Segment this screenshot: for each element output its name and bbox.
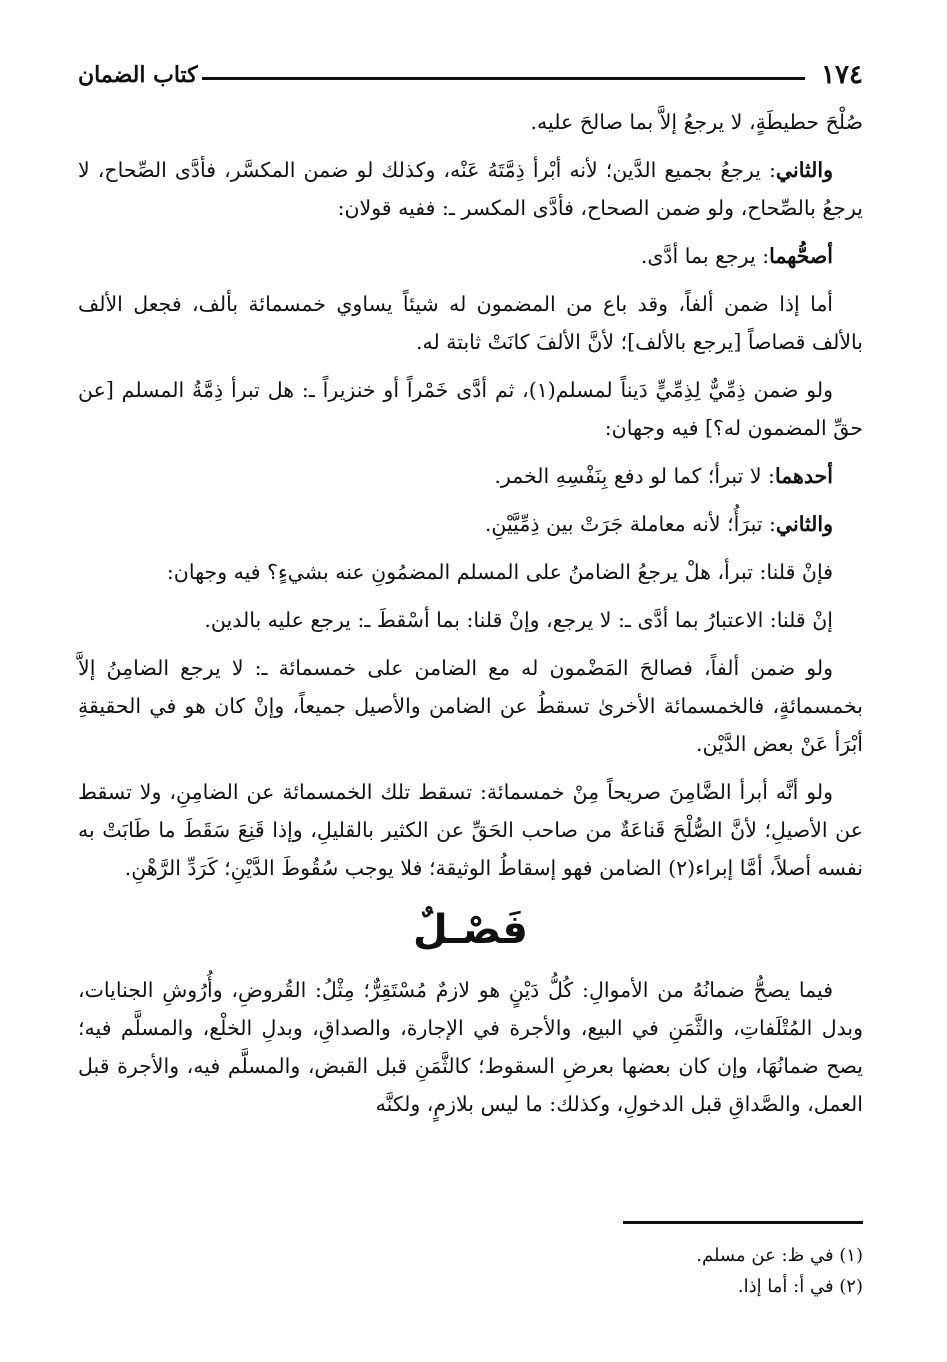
document-page <box>78 55 863 1345</box>
paragraph <box>78 237 863 275</box>
paragraph <box>78 371 863 447</box>
paragraph-text: : تبرَأُ؛ لأنه معاملة جَرَتْ بين ذِمِّيَّيْنِ. <box>484 512 776 536</box>
paragraph-lead: أحدهما <box>774 464 833 488</box>
paragraph-lead: والثاني <box>775 512 833 536</box>
paragraph <box>78 505 863 543</box>
paragraph-lead: أصحُّهما <box>769 244 833 268</box>
paragraph <box>78 773 863 887</box>
paragraph-lead: والثاني <box>775 158 833 182</box>
footnote-rule <box>623 1221 863 1224</box>
body-text <box>78 103 863 1123</box>
footnote: (٢) في أ: أما إذا. <box>737 1276 863 1297</box>
paragraph-text: صُلْحَ حطيطَةٍ، لا يرجعُ إلاَّ بما صالحَ عليه. <box>530 110 863 134</box>
footnotes <box>78 1240 863 1302</box>
section-title: فَصْـلٌ <box>413 907 528 953</box>
paragraph-text: ولو أنَّه أبرأ الضَّامِنَ صريحاً مِنْ خمسمائة: تسقط تلك الخمسمائة عن الضامِنِ، ولا تسقط عن الأصيلِ؛ لأنَّ الصُّلْحَ قَناعَةٌ من صاحب الحَقِّ عن الكثير بالقليلِ، وإذا قَنِعَ سَقَطَ ما طَابَتْ به نفسه أصلاً، أمَّا إبراء(٢) الضامن فهو إسقاطُ الوثيقة؛ فلا يوجب سُقُوطَ الدَّيْنِ؛ كَرَدِّ الرَّهْنِ. <box>78 780 863 880</box>
paragraph <box>78 457 863 495</box>
paragraph-text: ولو ضمن ألفاً، فصالحَ المَضْمون له مع الضامن على خمسمائة ـ: لا يرجع الضامِنُ إلاَّ بخمسمائةٍ، فالخمسمائة الأخرىٰ تسقطُ عن الضامن والأصيل جميعاً، وإنْ كان هو في الحقيقةِ أبْرَأ عَنْ بعض الدَّيْن. <box>78 656 863 756</box>
paragraph-text: : يرجع بما أدَّى. <box>640 244 770 268</box>
page-number: ١٧٤ <box>821 60 863 90</box>
header-rule <box>202 77 805 80</box>
paragraph-text: : لا تبرأ؛ كما لو دفع بِنَفْسِهِ الخمر. <box>494 464 775 488</box>
footnote: (١) في ظ: عن مسلم. <box>696 1245 863 1266</box>
paragraph <box>78 601 863 639</box>
paragraph <box>78 151 863 227</box>
paragraph-text: : يرجعُ بجميع الدَّين؛ لأنه أبْرأ ذِمَّتَهُ عَنْه، وكذلك لو ضمن المكسَّر، فأدَّى الصِّحاح، لا يرجعُ بالصِّحاح، ولو ضمن الصحاح، فأدَّى المكسر ـ: ففيه قولان: <box>78 158 863 220</box>
paragraph-text: أما إذا ضمن ألفاً، وقد باع من المضمون له شيئاً يساوي خمسمائة بألف، فجعل الألف بالألف قصاصاً [يرجع بالألف]؛ لأنَّ الألفَ كانَتْ ثابتة له. <box>78 292 863 354</box>
paragraph-text: إنْ قلنا: الاعتبارُ بما أدَّى ـ: لا يرجع، وإنْ قلنا: بما أسْقطَ ـ: يرجع عليه بالدين. <box>204 608 833 632</box>
book-title: كتاب الضمان <box>78 62 198 88</box>
paragraph <box>78 649 863 763</box>
paragraph-text: ولو ضمن ذِمِّيٌّ لِذِمِّيٍّ دَيناً لمسلم(١)، ثم أدَّى خَمْراً أو خنزيراً ـ: هل تبرأ ذِمَّةُ المسلم [عن حقِّ المضمون له؟] فيه وجهان: <box>78 378 863 440</box>
paragraph <box>78 103 863 141</box>
paragraph <box>78 285 863 361</box>
paragraph <box>78 553 863 591</box>
paragraph-text: فإنْ قلنا: تبرأ، هلْ يرجعُ الضامنُ على المسلم المضمُونِ عنه بشيءٍ؟ فيه وجهان: <box>166 560 833 584</box>
page-header <box>78 55 863 95</box>
section-paragraph: فيما يصحُّ ضمانُهُ من الأموالِ: كُلُّ دَيْنٍ هو لازمٌ مُسْتَقِرٌّ؛ مِثْلُ: القُروضِ، وأُرُوشِ الجنايات، وبدل المُتْلَفاتِ، والثَّمَنِ في البيع، والأجرة في الإجارة، والصداقِ، وبدلِ الخلْع، والمسلَّم فيه؛ يصح ضمانُهَا، وإن كان بعضها بعرضِ السقوط؛ كالثَّمَنِ قبل القبض، والمسلَّم فيه، والأجرة قبل العمل، والصَّداقِ قبل الدخولِ، وكذلك: ما ليس بلازمٍ، ولكنَّه <box>78 978 863 1116</box>
